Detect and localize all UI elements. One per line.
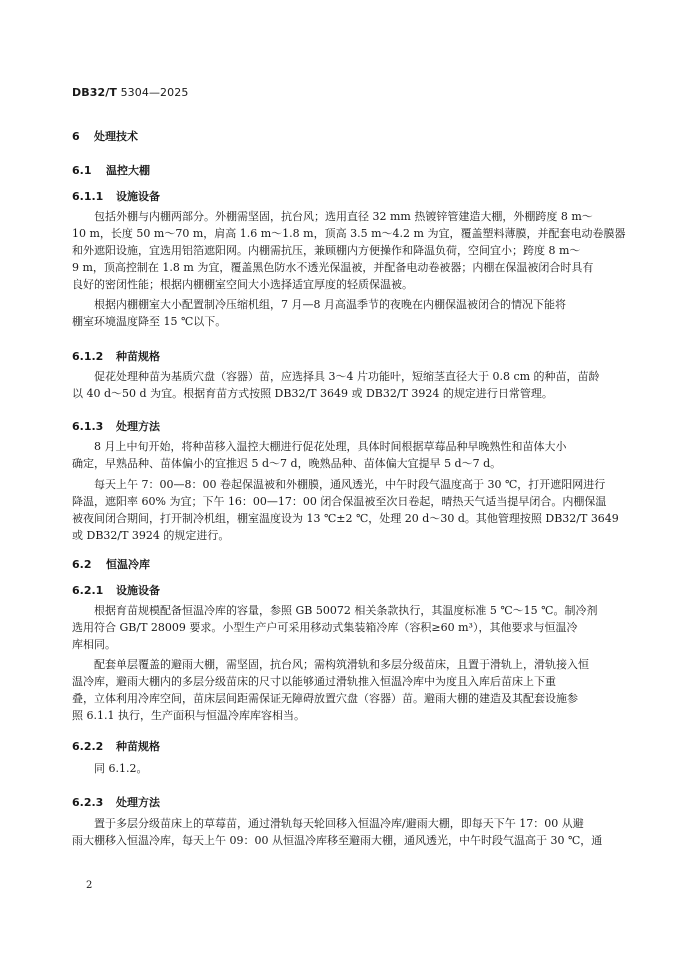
- section-heading-6-1-3: [72, 418, 160, 434]
- section-number: 6.2.3: [72, 796, 104, 809]
- section-heading-6-2-2: [72, 738, 160, 754]
- section-heading-6-1-1: [72, 188, 160, 204]
- paragraph-6-2-1-a: [72, 602, 612, 653]
- section-heading-6-1-2: [72, 348, 160, 364]
- text-line: 棚室环境温度降至 15 ℃以下。: [72, 315, 227, 328]
- text-line: 或 DB32/T 3924 的规定进行。: [72, 529, 230, 542]
- text-line: 根据内棚棚室大小配置制冷压缩机组，7 月—8 月高温季节的夜晚在内棚保温被闭合的情况下能将: [94, 298, 566, 311]
- paragraph-6-2-2: [72, 760, 612, 777]
- text-line: 确定，早熟品种、苗体偏小的宜推迟 5 d～7 d，晚熟品种、苗体偏大宜提早 5 d～7 d。: [72, 457, 502, 470]
- section-title: 设施设备: [116, 190, 160, 203]
- section-title: 温控大棚: [106, 164, 150, 177]
- section-number: 6.1: [72, 164, 92, 177]
- section-number: 6.1.3: [72, 420, 104, 433]
- page-number: 2: [86, 880, 93, 891]
- text-line: 配套单层覆盖的避雨大棚，需坚固，抗台风；需构筑滑轨和多层分级苗床，且置于滑轨上，滑轨接入恒: [94, 658, 589, 671]
- text-line: 雨大棚移入恒温冷库，每天上午 09：00 从恒温冷库移至避雨大棚，通风透光，中午时段气温高于 30 ℃，通: [72, 834, 603, 847]
- text-line: 良好的密闭性能；根据内棚棚室空间大小选择适宜厚度的轻质保温被。: [72, 278, 413, 291]
- section-number: 6.1.1: [72, 190, 104, 203]
- section-number: 6.2.2: [72, 740, 104, 753]
- section-title: 种苗规格: [116, 740, 160, 753]
- text-line: 选用符合 GB/T 28009 要求。小型生产户可采用移动式集装箱冷库（容积≥60 m³），其他要求与恒温冷: [72, 621, 578, 634]
- text-line: 叠，立体利用冷库空间，苗床层间距需保证无障碍放置穴盘（容器）苗。避雨大棚的建造及其配套设施参: [72, 692, 578, 705]
- section-heading-6-2-3: [72, 794, 160, 810]
- section-heading-6-2-1: [72, 582, 160, 598]
- text-line: 根据育苗规模配备恒温冷库的容量，参照 GB 50072 相关条款执行，其温度标准 5 ℃～15 ℃。制冷剂: [94, 604, 598, 617]
- text-line: 置于多层分级苗床上的草莓苗，通过滑轨每天轮回移入恒温冷库/避雨大棚，即每天下午 17：00 从避: [94, 817, 584, 830]
- text-line: 10 m，长度 50 m～70 m，肩高 1.6 m～1.8 m，顶高 3.5 m～4.2 m 为宜，覆盖塑料薄膜，并配套电动卷膜器: [72, 227, 626, 240]
- section-title: 种苗规格: [116, 350, 160, 363]
- text-line: 8 月上中旬开始，将种苗移入温控大棚进行促花处理，具体时间根据草莓品种早晚熟性和苗体大小: [94, 440, 567, 453]
- paragraph-6-2-3: [72, 815, 612, 849]
- standard-code: DB32/T: [72, 86, 117, 99]
- section-title: 设施设备: [116, 584, 160, 597]
- paragraph-6-1-2: [72, 368, 612, 402]
- paragraph-6-1-3-a: [72, 438, 612, 472]
- text-line: 9 m，顶高控制在 1.8 m 为宜，覆盖黑色防水不透光保温被，并配备电动卷被器；内棚在保温被闭合时具有: [72, 261, 594, 274]
- text-line: 促花处理种苗为基质穴盘（容器）苗，应选择具 3～4 片功能叶，短缩茎直径大于 0.8 cm 的种苗，苗龄: [94, 370, 600, 383]
- section-number: 6: [72, 130, 80, 143]
- paragraph-6-1-3-b: [72, 476, 619, 544]
- paragraph-6-1-1-a: [72, 208, 626, 293]
- section-number: 6.1.2: [72, 350, 104, 363]
- section-heading-6: [72, 128, 138, 144]
- section-number: 6.2.1: [72, 584, 104, 597]
- section-title: 处理方法: [116, 796, 160, 809]
- text-line: 每天上午 7：00—8：00 卷起保温被和外棚膜，通风透光，中午时段气温度高于 30 ℃，打开遮阳网进行: [94, 478, 606, 491]
- section-number: 6.2: [72, 558, 92, 571]
- document-header: [72, 86, 188, 99]
- paragraph-6-2-1-b: [72, 656, 612, 724]
- standard-number: 5304—2025: [120, 86, 189, 99]
- text-line: 温冷库，避雨大棚内的多层分级苗床的尺寸以能够通过滑轨推入恒温冷库中为度且入库后苗床上下重: [72, 675, 556, 688]
- text-line: 以 40 d～50 d 为宜。根据育苗方式按照 DB32/T 3649 或 DB32/T 3924 的规定进行日常管理。: [72, 387, 553, 400]
- section-heading-6-2: [72, 556, 150, 572]
- text-line: 同 6.1.2。: [94, 762, 148, 775]
- section-title: 处理方法: [116, 420, 160, 433]
- text-line: 和外遮阳设施，宜选用铝箔遮阳网。内棚需抗压，兼顾棚内方便操作和降温负荷，空间宜小；跨度 8 m～: [72, 244, 581, 257]
- section-heading-6-1: [72, 162, 150, 178]
- text-line: 降温，遮阳率 60% 为宜；下午 16：00—17：00 闭合保温被至次日卷起，晴热天气适当提早闭合。内棚保温: [72, 495, 607, 508]
- section-title: 处理技术: [94, 130, 138, 143]
- paragraph-6-1-1-b: [72, 296, 612, 330]
- text-line: 被夜间闭合期间，打开制冷机组，棚室温度设为 13 ℃±2 ℃，处理 20 d～30 d。其他管理按照 DB32/T 3649: [72, 512, 619, 525]
- section-title: 恒温冷库: [106, 558, 150, 571]
- text-line: 照 6.1.1 执行，生产面积与恒温冷库库容相当。: [72, 709, 305, 722]
- text-line: 包括外棚与内棚两部分。外棚需坚固，抗台风；选用直径 32 mm 热镀锌管建造大棚，外棚跨度 8 m～: [94, 210, 593, 223]
- text-line: 库相同。: [72, 638, 116, 651]
